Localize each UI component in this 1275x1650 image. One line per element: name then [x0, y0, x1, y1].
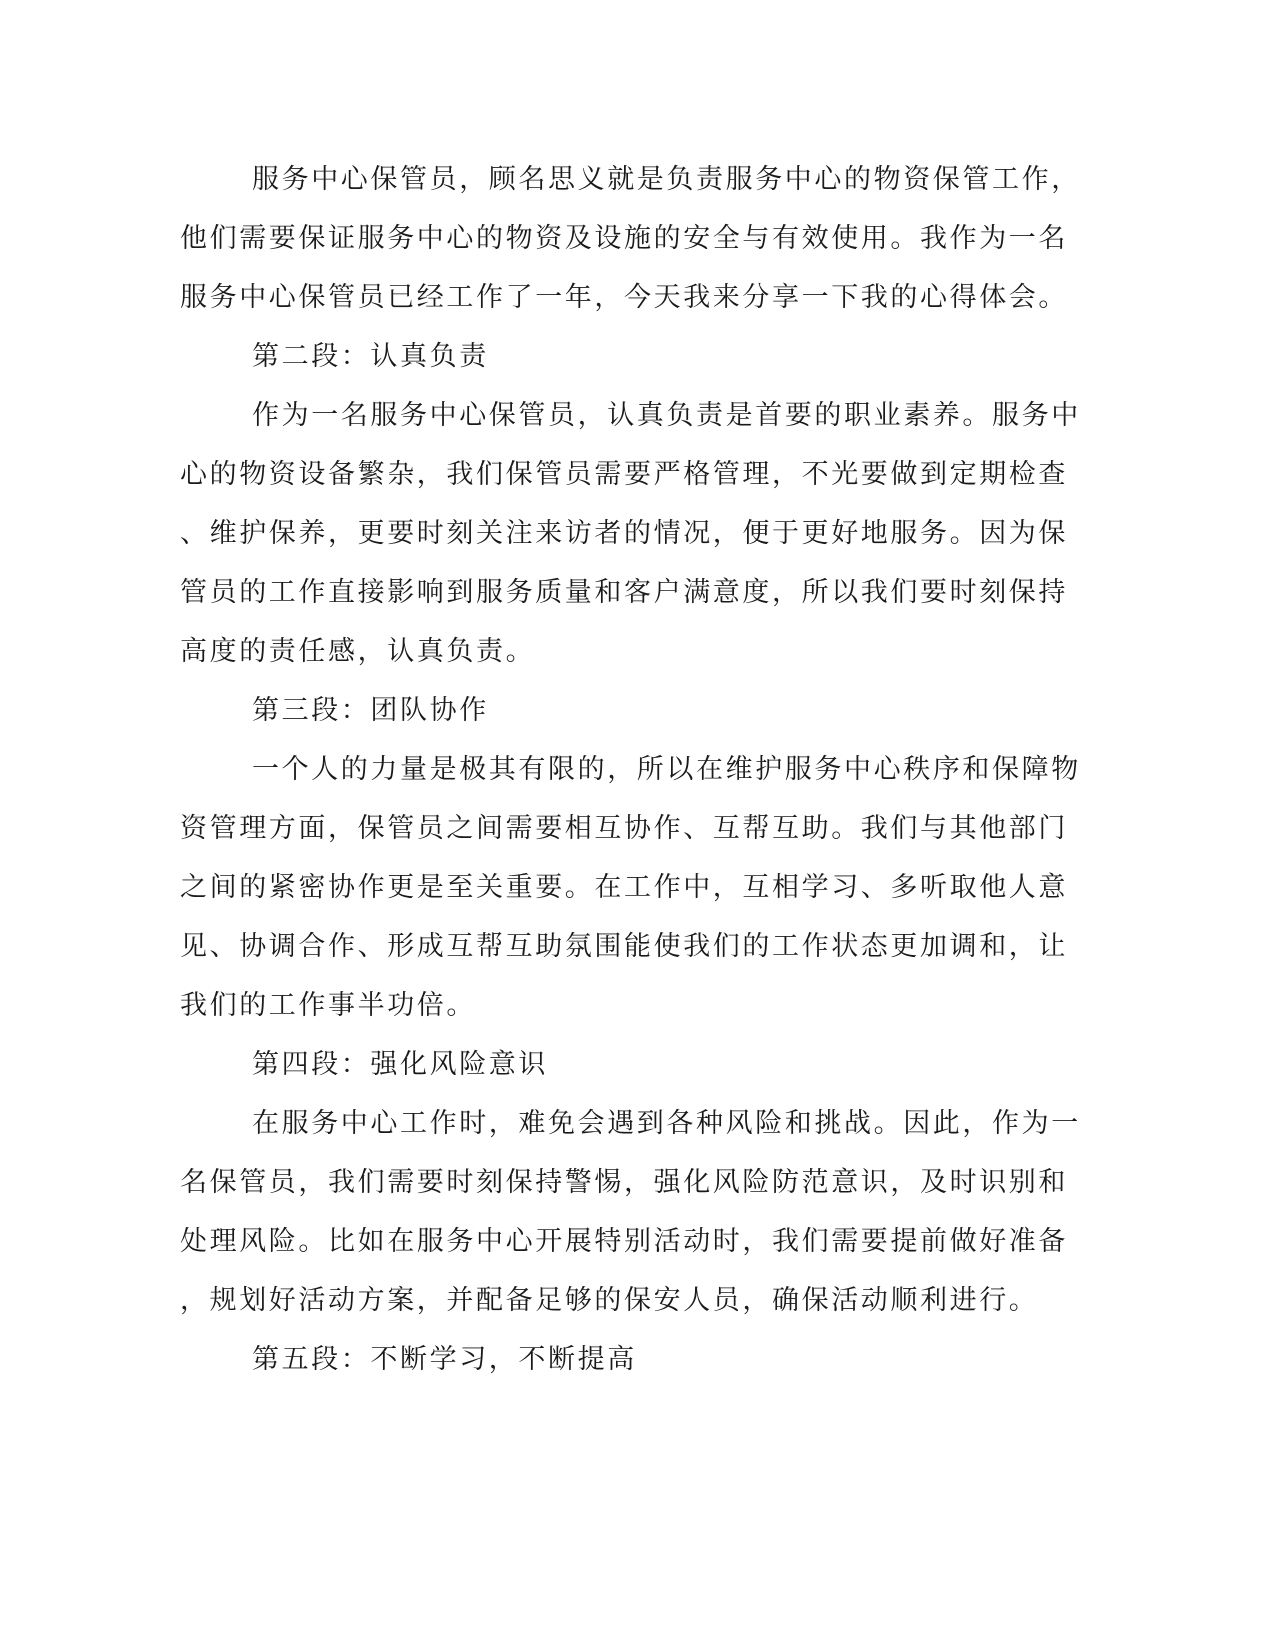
paragraph-intro-line-2: 他们需要保证服务中心的物资及设施的安全与有效使用。我作为一名 — [180, 223, 1068, 254]
paragraph-2-line-5: 高度的责任感，认真负责。 — [180, 636, 536, 667]
paragraph-3-line-5: 我们的工作事半功倍。 — [180, 990, 476, 1021]
paragraph-2-line-2: 心的物资设备繁杂，我们保管员需要严格管理，不光要做到定期检查 — [180, 459, 1068, 490]
paragraph-2-line-4: 管员的工作直接影响到服务质量和客户满意度，所以我们要时刻保持 — [180, 577, 1068, 608]
paragraph-2-line-1: 作为一名服务中心保管员，认真负责是首要的职业素养。服务中 — [252, 400, 1081, 431]
section-heading-5: 第五段：不断学习，不断提高 — [252, 1344, 637, 1375]
paragraph-intro-line-1: 服务中心保管员，顾名思义就是负责服务中心的物资保管工作， — [252, 164, 1081, 195]
section-heading-3: 第三段：团队协作 — [252, 695, 489, 726]
paragraph-3-line-4: 见、协调合作、形成互帮互助氛围能使我们的工作状态更加调和，让 — [180, 931, 1068, 962]
paragraph-intro-line-3: 服务中心保管员已经工作了一年，今天我来分享一下我的心得体会。 — [180, 282, 1068, 313]
paragraph-4-line-4: ，规划好活动方案，并配备足够的保安人员，确保活动顺利进行。 — [180, 1285, 1039, 1316]
paragraph-4-line-2: 名保管员，我们需要时刻保持警惕，强化风险防范意识，及时识别和 — [180, 1167, 1068, 1198]
section-heading-2: 第二段：认真负责 — [252, 341, 489, 372]
paragraph-3-line-3: 之间的紧密协作更是至关重要。在工作中，互相学习、多听取他人意 — [180, 872, 1068, 903]
paragraph-4-line-1: 在服务中心工作时，难免会遇到各种风险和挑战。因此，作为一 — [252, 1108, 1081, 1139]
document-body — [180, 150, 1081, 1389]
paragraph-2-line-3: 、维护保养，更要时刻关注来访者的情况，便于更好地服务。因为保 — [180, 518, 1068, 549]
paragraph-4-line-3: 处理风险。比如在服务中心开展特别活动时，我们需要提前做好准备 — [180, 1226, 1068, 1257]
paragraph-3-line-1: 一个人的力量是极其有限的，所以在维护服务中心秩序和保障物 — [252, 754, 1081, 785]
paragraph-3-line-2: 资管理方面，保管员之间需要相互协作、互帮互助。我们与其他部门 — [180, 813, 1068, 844]
section-heading-4: 第四段：强化风险意识 — [252, 1049, 548, 1080]
